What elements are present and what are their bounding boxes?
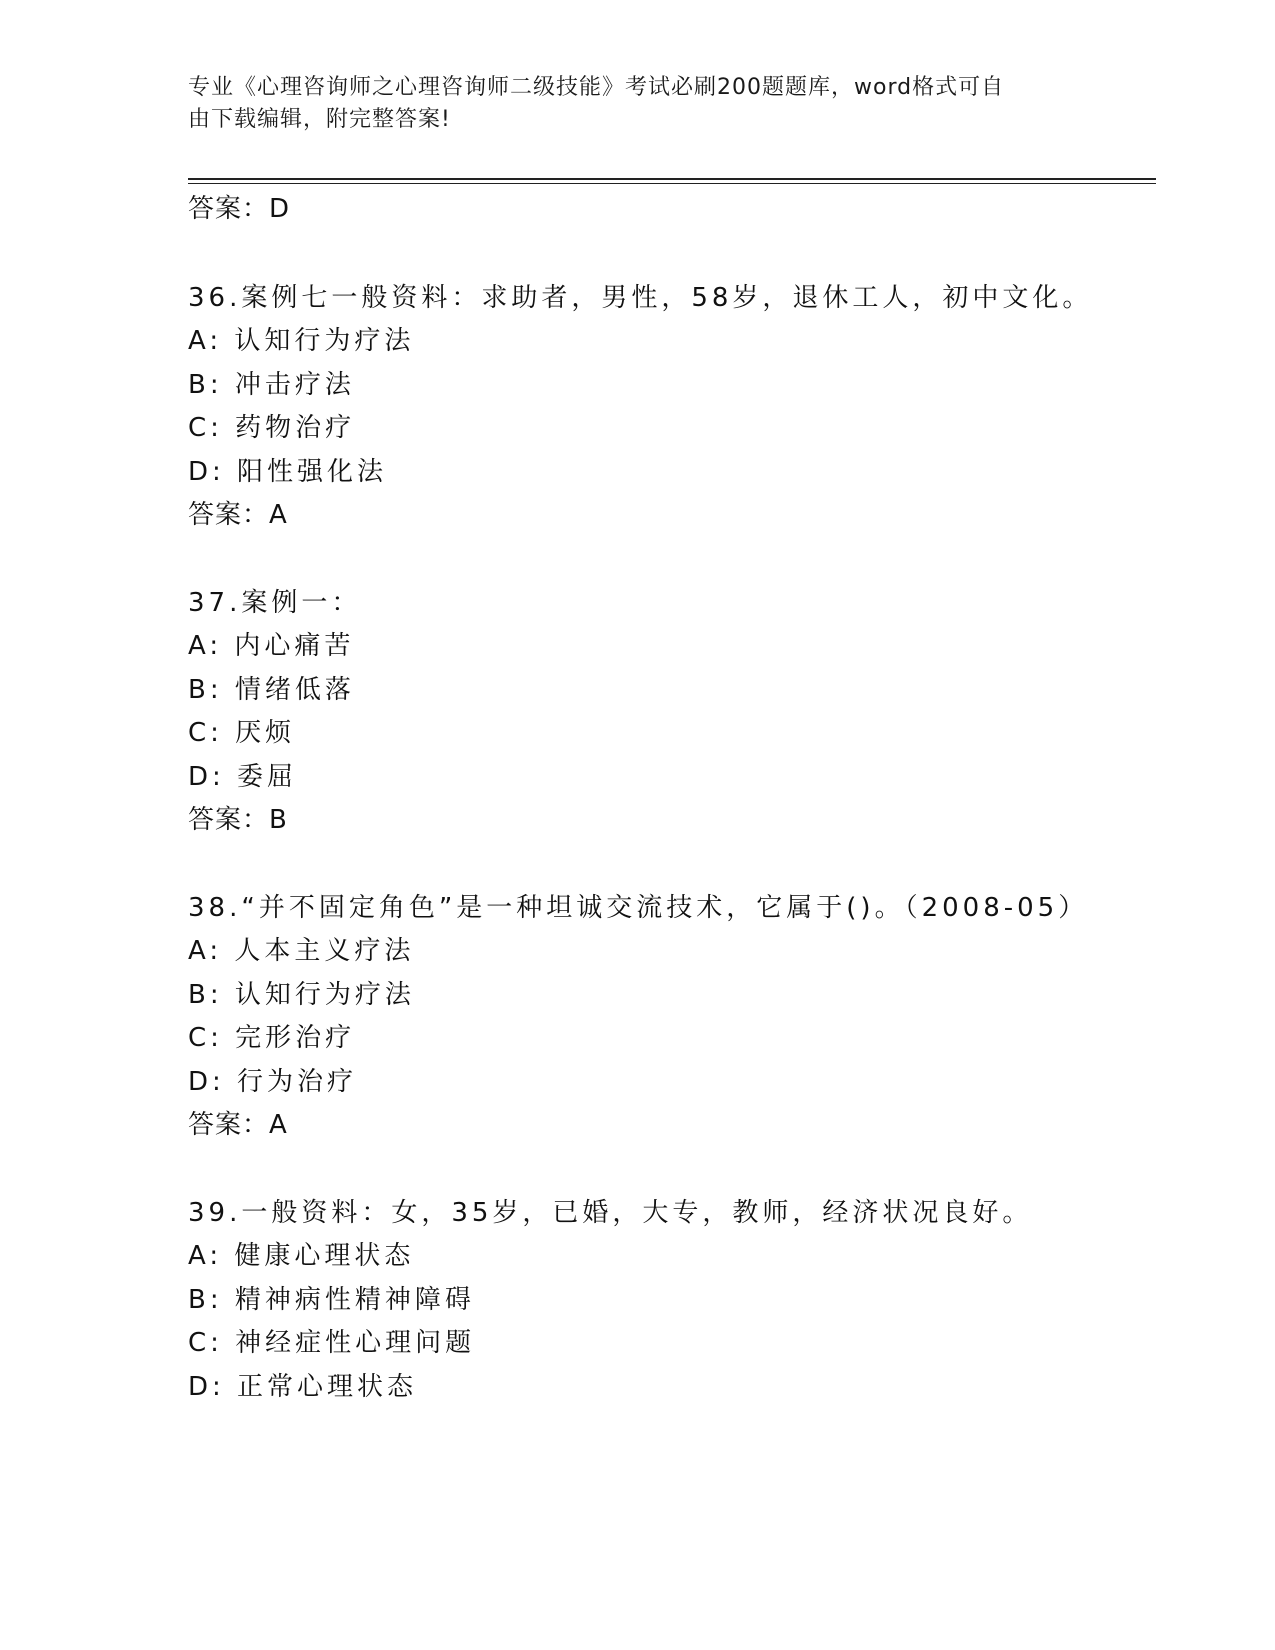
question-line: 38.“并不固定角色”是一种坦诚交流技术，它属于()。（2008-05） <box>188 893 1089 923</box>
answer-line: 答案：D <box>188 194 291 224</box>
answer-line: 答案：A <box>188 500 288 530</box>
option-line: A: 认知行为疗法 <box>188 326 415 356</box>
option-line: C: 厌烦 <box>188 718 296 748</box>
option-line: D: 阳性强化法 <box>188 457 388 487</box>
option-line: D: 行为治疗 <box>188 1067 358 1097</box>
question-line: 36.案例七一般资料：求助者，男性，58岁，退休工人，初中文化。 <box>188 283 1093 313</box>
header-divider-thin <box>188 183 1156 184</box>
header-divider <box>188 178 1156 180</box>
header-line-1: 专业《心理咨询师之心理咨询师二级技能》考试必刷200题题库，word格式可自 <box>188 75 1005 100</box>
document-header <box>188 72 1068 136</box>
option-line: D: 正常心理状态 <box>188 1372 418 1402</box>
option-line: A: 人本主义疗法 <box>188 936 415 966</box>
option-line: B: 精神病性精神障碍 <box>188 1285 475 1315</box>
option-line: B: 认知行为疗法 <box>188 980 415 1010</box>
option-line: B: 冲击疗法 <box>188 370 355 400</box>
option-line: C: 药物治疗 <box>188 413 356 443</box>
option-line: C: 完形治疗 <box>188 1023 356 1053</box>
option-line: D: 委屈 <box>188 762 298 792</box>
option-line: C: 神经症性心理问题 <box>188 1328 476 1358</box>
option-line: A: 健康心理状态 <box>188 1241 415 1271</box>
question-line: 37.案例一： <box>188 588 362 618</box>
header-line-2: 由下载编辑，附完整答案! <box>188 107 451 132</box>
answer-line: 答案：B <box>188 805 288 835</box>
option-line: A: 内心痛苦 <box>188 631 355 661</box>
answer-line: 答案：A <box>188 1110 288 1140</box>
option-line: B: 情绪低落 <box>188 675 355 705</box>
question-line: 39.一般资料：女，35岁，已婚，大专，教师，经济状况良好。 <box>188 1198 1033 1228</box>
